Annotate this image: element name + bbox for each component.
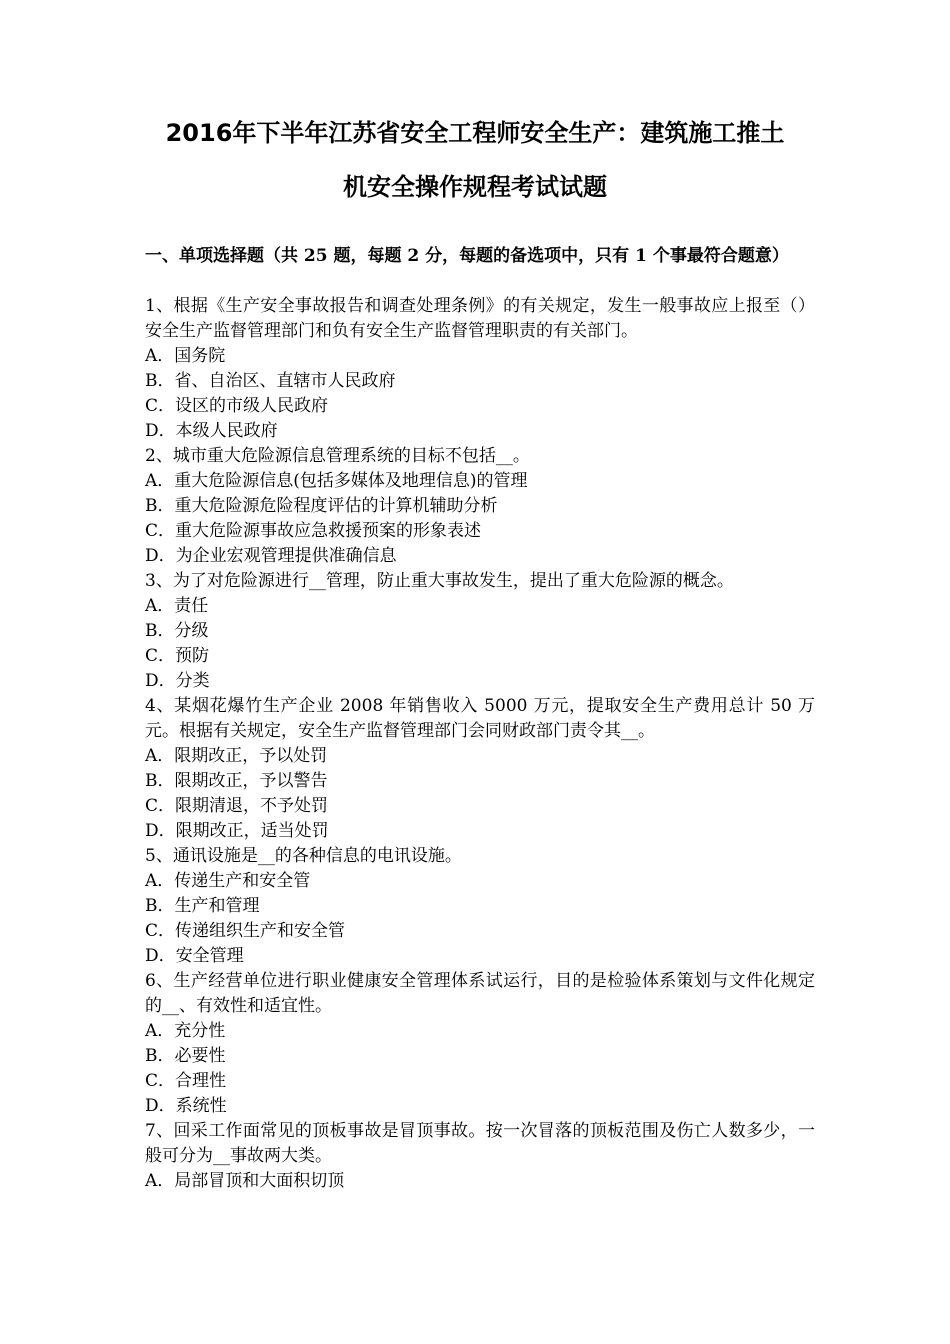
question-5	[145, 844, 815, 969]
question-stem: 5、通讯设施是__的各种信息的电讯设施。	[145, 846, 462, 866]
question-list	[145, 294, 815, 1194]
option-b: B．分级	[145, 621, 209, 641]
option-a: A．传递生产和安全管	[145, 871, 311, 891]
option-a: A．国务院	[145, 346, 226, 366]
document-title-line-2: 机安全操作规程考试试题	[343, 173, 607, 201]
option-b: B．省、自治区、直辖市人民政府	[145, 371, 396, 391]
option-a: A．重大危险源信息(包括多媒体及地理信息)的管理	[145, 471, 528, 491]
question-1	[145, 294, 815, 444]
option-b: B．必要性	[145, 1046, 226, 1066]
option-d: D．分类	[145, 671, 210, 691]
option-a: A．局部冒顶和大面积切顶	[145, 1171, 345, 1191]
option-c: C．传递组织生产和安全管	[145, 921, 346, 941]
option-d: D．为企业宏观管理提供准确信息	[145, 546, 397, 566]
question-stem: 6、生产经营单位进行职业健康安全管理体系试运行，目的是检验体系策划与文件化规定的__、有效性和适宜性。	[145, 971, 815, 1016]
question-stem: 2、城市重大危险源信息管理系统的目标不包括__。	[145, 446, 530, 466]
option-c: C．设区的市级人民政府	[145, 396, 329, 416]
option-b: B．生产和管理	[145, 896, 260, 916]
question-4	[145, 694, 815, 844]
question-6	[145, 969, 815, 1119]
question-3	[145, 569, 815, 694]
option-d: D．系统性	[145, 1096, 227, 1116]
option-a: A．责任	[145, 596, 209, 616]
section-heading: 一、单项选择题（共 25 题，每题 2 分，每题的备选项中，只有 1 个事最符合题意）	[145, 246, 789, 266]
option-c: C．预防	[145, 646, 210, 666]
option-c: C．合理性	[145, 1071, 227, 1091]
question-7	[145, 1119, 815, 1194]
option-a: A．充分性	[145, 1021, 226, 1041]
question-stem: 4、某烟花爆竹生产企业 2008 年销售收入 5000 万元，提取安全生产费用总计 50 万元。根据有关规定，安全生产监督管理部门会同财政部门责令其__。	[145, 696, 815, 741]
option-d: D．限期改正，适当处罚	[145, 821, 329, 841]
question-stem: 1、根据《生产安全事故报告和调查处理条例》的有关规定，发生一般事故应上报至（）安全生产监督管理部门和负有安全生产监督管理职责的有关部门。	[145, 296, 815, 341]
question-stem: 7、回采工作面常见的顶板事故是冒顶事故。按一次冒落的顶板范围及伤亡人数多少，一般可分为__事故两大类。	[145, 1121, 815, 1166]
document-title-line-1: 2016年下半年江苏省安全工程师安全生产：建筑施工推土	[165, 119, 785, 147]
option-d: D．本级人民政府	[145, 421, 278, 441]
option-a: A．限期改正，予以处罚	[145, 746, 328, 766]
question-2	[145, 444, 815, 569]
option-c: C．限期清退，不予处罚	[145, 796, 329, 816]
option-c: C．重大危险源事故应急救援预案的形象表述	[145, 521, 482, 541]
option-b: B．限期改正，予以警告	[145, 771, 328, 791]
option-b: B．重大危险源危险程度评估的计算机辅助分析	[145, 496, 498, 516]
question-stem: 3、为了对危险源进行__管理，防止重大事故发生，提出了重大危险源的概念。	[145, 571, 734, 591]
option-d: D．安全管理	[145, 946, 244, 966]
